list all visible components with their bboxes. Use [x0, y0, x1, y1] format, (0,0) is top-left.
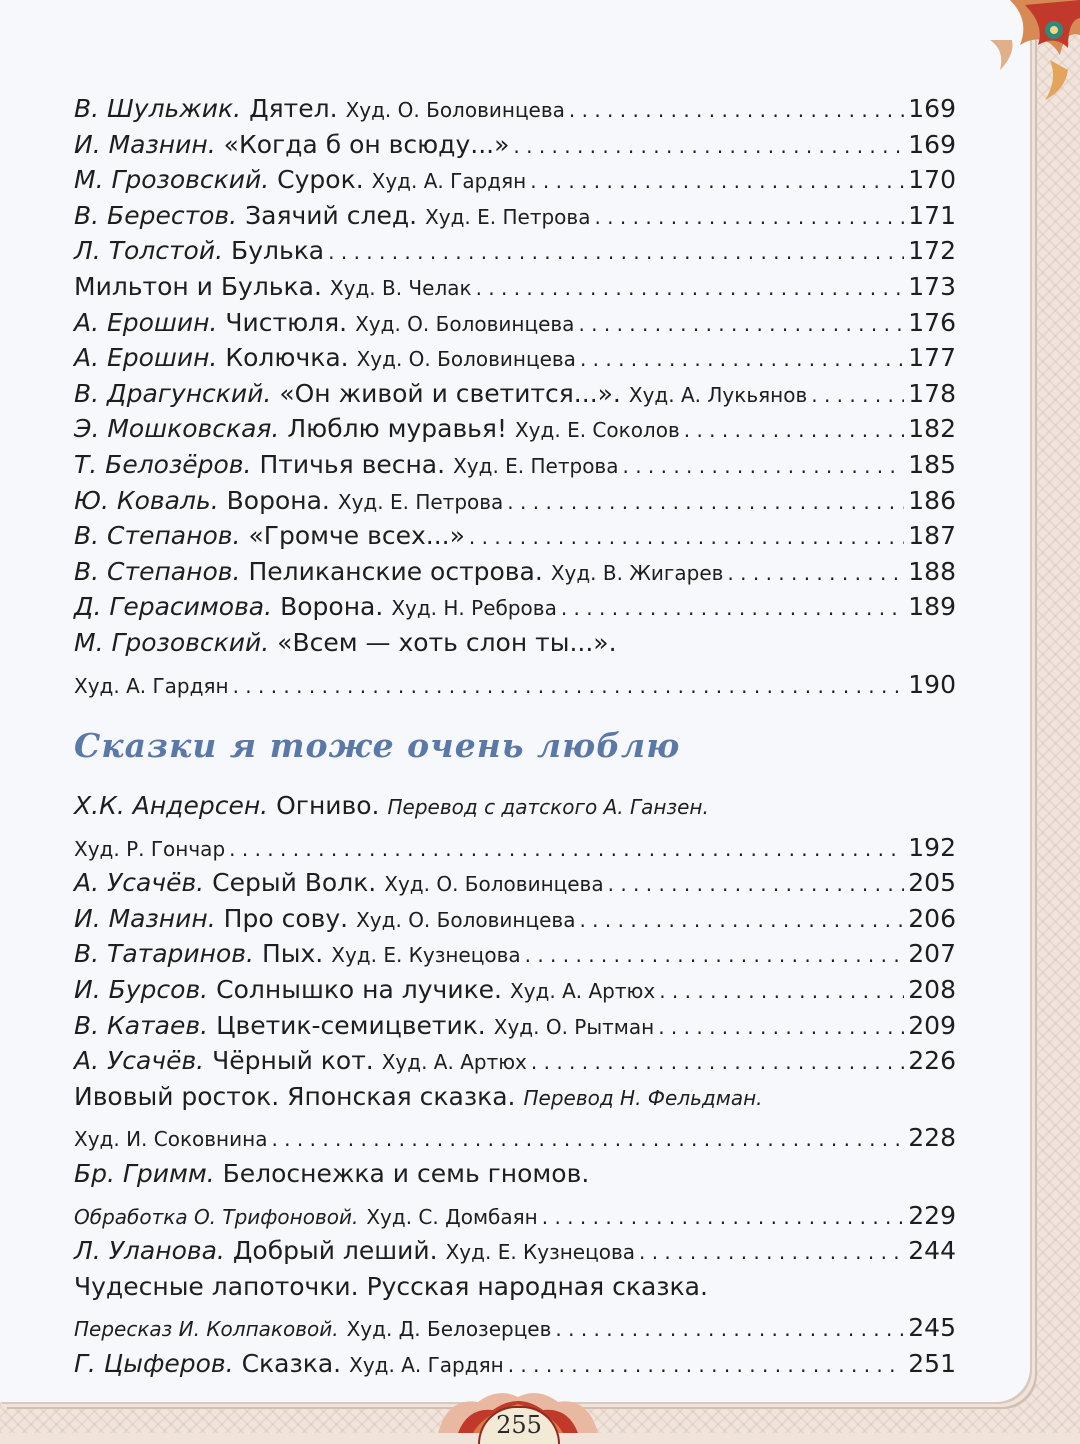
page-ref: 189 — [908, 592, 956, 622]
leader-dots — [569, 95, 904, 125]
entry-illustrator: Худ. О. Боловинцева — [345, 98, 565, 122]
leader-dots — [507, 487, 904, 517]
entry-author: И. Мазнин. — [74, 903, 216, 933]
entry-author: В. Шульжик. — [74, 94, 242, 123]
toc-entry — [74, 1349, 956, 1380]
entry-illustrator: Худ. Е. Петрова — [337, 489, 504, 514]
entry-author: В. Степанов. — [74, 521, 241, 551]
page-ref: 186 — [908, 485, 956, 515]
entry-illustrator: Худ. О. Боловинцева — [384, 872, 604, 897]
leader-dots — [580, 344, 904, 374]
entry-illustrator: Худ. О. Боловинцева — [356, 347, 576, 372]
toc-entry — [74, 557, 956, 588]
entry-title: Чёрный кот. — [212, 1046, 374, 1076]
toc-entry — [74, 94, 956, 125]
leader-dots — [659, 976, 904, 1006]
toc-entry — [74, 791, 956, 822]
entry-title: Сурок. — [277, 165, 364, 195]
entry-translation: Обработка О. Трифоновой. — [74, 1204, 359, 1229]
leader-dots — [608, 869, 905, 899]
page-ref: 187 — [908, 521, 956, 551]
entry-illustrator: Худ. А. Гардян — [349, 1353, 504, 1377]
entry-illustrator: Худ. Е. Петрова — [453, 454, 619, 478]
entry-illustrator: Худ. А. Гардян — [371, 169, 527, 194]
page-ref: 169 — [908, 129, 956, 159]
entry-illustrator: Худ. Н. Реброва — [391, 596, 557, 621]
toc-entry — [74, 272, 956, 303]
entry-author: М. Грозовский. — [74, 165, 270, 195]
entry-illustrator: Худ. В. Жигарев — [550, 560, 724, 585]
toc-line — [74, 1201, 956, 1232]
leader-dots — [594, 202, 904, 232]
entry-author: Д. Герасимова. — [74, 592, 273, 622]
toc-entry — [74, 130, 956, 161]
leader-dots — [271, 1124, 904, 1154]
toc-entry — [74, 343, 956, 374]
toc-entry — [74, 165, 956, 196]
entry-title: Колючка. — [225, 343, 349, 373]
leader-dots — [476, 273, 905, 303]
page-number: 255 — [478, 1406, 560, 1444]
entry-author: А. Ерошин. — [74, 343, 218, 373]
entry-author: Бр. Гримм. — [74, 1159, 215, 1188]
toc-entry — [74, 201, 956, 232]
toc-entry — [74, 414, 956, 445]
leader-dots — [531, 1047, 904, 1077]
entry-author: Л. Уланова. — [74, 1236, 225, 1266]
entry-title: Ворона. — [226, 485, 330, 515]
page-ref: 176 — [908, 307, 956, 337]
entry-title: Пеликанские острова. — [248, 556, 543, 586]
entry-illustrator: Худ. Р. Гончар — [74, 836, 226, 861]
entry-translation: Перевод Н. Фельдман. — [523, 1085, 763, 1110]
leader-dots — [469, 522, 904, 552]
entry-title: Добрый леший. — [232, 1236, 438, 1266]
entry-title: Цветик-семицветик. — [216, 1010, 486, 1040]
leader-dots — [508, 1350, 905, 1380]
toc-line — [74, 1123, 956, 1154]
toc-entry — [74, 450, 956, 481]
entry-author: А. Ерошин. — [74, 307, 218, 337]
entry-author: В. Татаринов. — [74, 939, 254, 969]
entry-title: Булька — [231, 236, 325, 266]
leader-dots — [622, 451, 904, 481]
entry-author: И. Мазнин. — [74, 129, 216, 159]
entry-author: Г. Цыферов. — [74, 1349, 234, 1378]
toc-entry — [74, 521, 956, 552]
ornament-corner-icon — [950, 0, 1080, 110]
leader-dots — [530, 166, 904, 196]
page-ref: 172 — [908, 236, 956, 266]
leader-dots — [229, 834, 904, 864]
page-ref: 251 — [908, 1349, 956, 1378]
entry-title: Про сову. — [223, 903, 349, 933]
entry-author: Э. Мошковская. — [74, 414, 280, 444]
entry-author: И. Бурсов. — [74, 975, 209, 1004]
entry-author: В. Берестов. — [74, 200, 238, 230]
entry-illustrator: Худ. Е. Петрова — [425, 204, 591, 229]
page-ref: 170 — [908, 165, 956, 195]
toc-entry — [74, 236, 956, 267]
toc-entry — [74, 975, 956, 1006]
page-ref: 169 — [908, 94, 956, 123]
page-ref: 244 — [908, 1236, 956, 1266]
page-ref: 229 — [908, 1200, 956, 1230]
leader-dots — [579, 905, 904, 935]
page-ref: 206 — [908, 903, 956, 933]
entry-title: Птичья весна. — [259, 450, 446, 479]
page-ref: 192 — [908, 832, 956, 862]
entry-author: М. Грозовский. — [74, 628, 270, 657]
entry-illustrator: Худ. А. Гардян — [74, 673, 229, 698]
leader-dots — [233, 671, 905, 701]
entry-title: Огниво. — [276, 791, 380, 820]
toc-entry — [74, 486, 956, 517]
leader-dots — [727, 558, 904, 588]
entry-title: Белоснежка и семь гномов. — [222, 1159, 590, 1188]
leader-dots — [328, 237, 904, 267]
entry-illustrator: Худ. А. Лукьянов — [628, 382, 808, 407]
entry-author: А. Усачёв. — [74, 1046, 205, 1076]
toc-entry — [74, 1272, 956, 1302]
entry-illustrator: Худ. Е. Кузнецова — [445, 1240, 635, 1265]
leader-dots — [525, 940, 905, 970]
entry-author: В. Степанов. — [74, 556, 241, 586]
page-ref: 185 — [908, 450, 956, 479]
page-ref: 208 — [908, 975, 956, 1004]
entry-illustrator: Худ. Е. Соколов — [514, 418, 680, 443]
entry-translation: Перевод с датского А. Ганзен. — [387, 795, 709, 819]
leader-dots — [542, 1202, 905, 1232]
entry-title: Пых. — [261, 939, 324, 969]
toc-entry — [74, 379, 956, 410]
entry-illustrator: Худ. А. Артюх — [381, 1050, 527, 1075]
entry-title: Ивовый росток. Японская сказка. — [74, 1081, 516, 1111]
entry-illustrator: Худ. И. Соковнина — [74, 1127, 268, 1152]
toc-line — [74, 670, 956, 701]
entry-title: Чистюля. — [225, 307, 348, 337]
page-ref: 228 — [908, 1123, 956, 1153]
entry-author: Х.К. Андерсен. — [74, 791, 269, 820]
entry-title: «Громче всех...» — [248, 521, 465, 551]
toc-entry — [74, 1011, 956, 1042]
entry-illustrator: Худ. Д. Белозерцев — [346, 1317, 552, 1342]
toc-entry — [74, 1082, 956, 1113]
entry-title: Чудесные лапоточки. Русская народная сказка. — [74, 1271, 708, 1301]
leader-dots — [639, 1237, 904, 1267]
entry-title: Люблю муравья! — [287, 414, 507, 444]
entry-illustrator: Худ. С. Домбаян — [366, 1204, 538, 1229]
page-ref: 177 — [908, 343, 956, 373]
page-ref: 178 — [908, 378, 956, 408]
entry-author: В. Катаев. — [74, 1010, 209, 1040]
page-ref: 207 — [908, 939, 956, 969]
toc-entry — [74, 1159, 956, 1189]
page-ref: 188 — [908, 556, 956, 586]
toc-line — [74, 833, 956, 864]
entry-author: Ю. Коваль. — [74, 485, 219, 515]
toc-entry — [74, 868, 956, 899]
entry-author: Л. Толстой. — [74, 236, 224, 266]
page-ref: 182 — [908, 414, 956, 444]
leader-dots — [561, 593, 904, 623]
entry-title: Ворона. — [280, 592, 384, 622]
entry-title: Сказка. — [241, 1349, 342, 1378]
toc-entry — [74, 939, 956, 970]
page-ref: 205 — [908, 868, 956, 898]
page-ref: 171 — [908, 200, 956, 230]
entry-title: «Когда б он всюду...» — [223, 129, 510, 159]
entry-illustrator: Худ. О. Боловинцева — [356, 907, 576, 932]
entry-title: Заячий след. — [245, 200, 418, 230]
entry-title: Серый Волк. — [212, 868, 377, 898]
page-ref: 209 — [908, 1010, 956, 1040]
entry-translation: Пересказ И. Колпаковой. — [74, 1317, 339, 1342]
leader-dots — [811, 380, 904, 410]
toc-entry — [74, 628, 956, 658]
toc-entry — [74, 308, 956, 339]
entry-author: Т. Белозёров. — [74, 450, 252, 479]
entry-illustrator: Худ. А. Артюх — [510, 979, 656, 1003]
toc-entry — [74, 1046, 956, 1077]
leader-dots — [555, 1314, 904, 1344]
entry-title: Дятел. — [249, 94, 338, 123]
toc-entry — [74, 592, 956, 623]
toc-line — [74, 1313, 956, 1344]
entry-illustrator: Худ. О. Рытман — [493, 1014, 655, 1039]
page-ref: 226 — [908, 1046, 956, 1076]
leader-dots — [578, 309, 904, 339]
section-heading: Сказки я тоже очень люблю — [74, 726, 681, 765]
entry-author: В. Драгунский. — [74, 378, 272, 408]
leader-dots — [513, 131, 904, 161]
toc-entry — [74, 1236, 956, 1267]
entry-illustrator: Худ. Е. Кузнецова — [331, 943, 521, 968]
entry-title: «Он живой и светится...». — [279, 378, 621, 408]
page-ref: 173 — [908, 272, 956, 301]
entry-title: Солнышко на лучике. — [216, 975, 503, 1004]
toc-entry — [74, 904, 956, 935]
leader-dots — [658, 1012, 904, 1042]
leader-dots — [684, 415, 905, 445]
entry-author: А. Усачёв. — [74, 868, 205, 898]
entry-illustrator: Худ. О. Боловинцева — [355, 311, 575, 336]
page-ref: 190 — [908, 669, 956, 699]
page-ref: 245 — [908, 1313, 956, 1343]
entry-illustrator: Худ. В. Челак — [329, 276, 472, 300]
entry-title: Мильтон и Булька. — [74, 272, 322, 301]
entry-title: «Всем — хоть слон ты...». — [277, 628, 617, 657]
